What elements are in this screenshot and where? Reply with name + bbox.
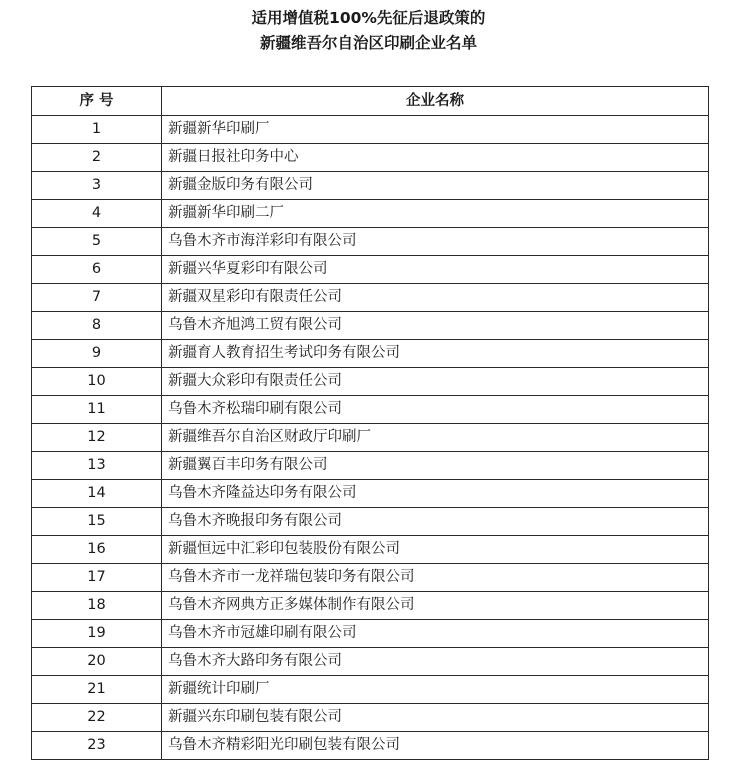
enterprise-name: 新疆日报社印务中心	[162, 144, 709, 172]
table-row	[32, 732, 709, 760]
table-row	[32, 340, 709, 368]
row-number: 18	[32, 592, 162, 620]
enterprise-name: 新疆双星彩印有限责任公司	[162, 284, 709, 312]
enterprise-name: 新疆统计印刷厂	[162, 676, 709, 704]
enterprise-name: 乌鲁木齐市一龙祥瑞包装印务有限公司	[162, 564, 709, 592]
row-number: 3	[32, 172, 162, 200]
row-number: 1	[32, 116, 162, 144]
enterprise-name: 乌鲁木齐松瑞印刷有限公司	[162, 396, 709, 424]
row-number: 4	[32, 200, 162, 228]
table-row	[32, 452, 709, 480]
row-number: 6	[32, 256, 162, 284]
enterprise-name: 乌鲁木齐精彩阳光印刷包装有限公司	[162, 732, 709, 760]
row-number: 23	[32, 732, 162, 760]
enterprise-name: 新疆翼百丰印务有限公司	[162, 452, 709, 480]
title-line-1: 适用增值税100%先征后退政策的	[251, 9, 486, 27]
table-row	[32, 480, 709, 508]
table-row	[32, 620, 709, 648]
table-header-row	[32, 87, 709, 116]
header-number: 序 号	[32, 87, 162, 116]
enterprise-name: 新疆兴东印刷包装有限公司	[162, 704, 709, 732]
enterprise-name: 新疆新华印刷厂	[162, 116, 709, 144]
table-row	[32, 116, 709, 144]
row-number: 12	[32, 424, 162, 452]
enterprise-name: 乌鲁木齐网典方正多媒体制作有限公司	[162, 592, 709, 620]
table-row	[32, 704, 709, 732]
row-number: 15	[32, 508, 162, 536]
table-row	[32, 228, 709, 256]
table-row	[32, 256, 709, 284]
table-row	[32, 172, 709, 200]
enterprise-name: 乌鲁木齐旭鸿工贸有限公司	[162, 312, 709, 340]
row-number: 22	[32, 704, 162, 732]
enterprise-table	[31, 86, 709, 760]
table-row	[32, 564, 709, 592]
row-number: 2	[32, 144, 162, 172]
row-number: 10	[32, 368, 162, 396]
row-number: 14	[32, 480, 162, 508]
header-enterprise-name: 企业名称	[162, 87, 709, 116]
table-row	[32, 676, 709, 704]
row-number: 17	[32, 564, 162, 592]
table-row	[32, 200, 709, 228]
enterprise-name: 乌鲁木齐晚报印务有限公司	[162, 508, 709, 536]
enterprise-name: 新疆维吾尔自治区财政厅印刷厂	[162, 424, 709, 452]
row-number: 7	[32, 284, 162, 312]
row-number: 13	[32, 452, 162, 480]
title-line-2: 新疆维吾尔自治区印刷企业名单	[259, 34, 477, 52]
enterprise-name: 乌鲁木齐市海洋彩印有限公司	[162, 228, 709, 256]
table-row	[32, 144, 709, 172]
table-row	[32, 396, 709, 424]
row-number: 20	[32, 648, 162, 676]
enterprise-name: 乌鲁木齐市冠雄印刷有限公司	[162, 620, 709, 648]
table-row	[32, 508, 709, 536]
enterprise-name: 新疆兴华夏彩印有限公司	[162, 256, 709, 284]
row-number: 21	[32, 676, 162, 704]
row-number: 11	[32, 396, 162, 424]
enterprise-name: 新疆金版印务有限公司	[162, 172, 709, 200]
table-row	[32, 368, 709, 396]
row-number: 5	[32, 228, 162, 256]
row-number: 19	[32, 620, 162, 648]
enterprise-name: 乌鲁木齐隆益达印务有限公司	[162, 480, 709, 508]
enterprise-name: 新疆恒远中汇彩印包装股份有限公司	[162, 536, 709, 564]
table-row	[32, 648, 709, 676]
row-number: 9	[32, 340, 162, 368]
enterprise-name: 新疆大众彩印有限责任公司	[162, 368, 709, 396]
table-row	[32, 284, 709, 312]
table-row	[32, 592, 709, 620]
table-row	[32, 312, 709, 340]
table-row	[32, 536, 709, 564]
table-body	[32, 116, 709, 760]
table-row	[32, 424, 709, 452]
row-number: 8	[32, 312, 162, 340]
row-number: 16	[32, 536, 162, 564]
enterprise-name: 新疆育人教育招生考试印务有限公司	[162, 340, 709, 368]
enterprise-name: 新疆新华印刷二厂	[162, 200, 709, 228]
enterprise-name: 乌鲁木齐大路印务有限公司	[162, 648, 709, 676]
